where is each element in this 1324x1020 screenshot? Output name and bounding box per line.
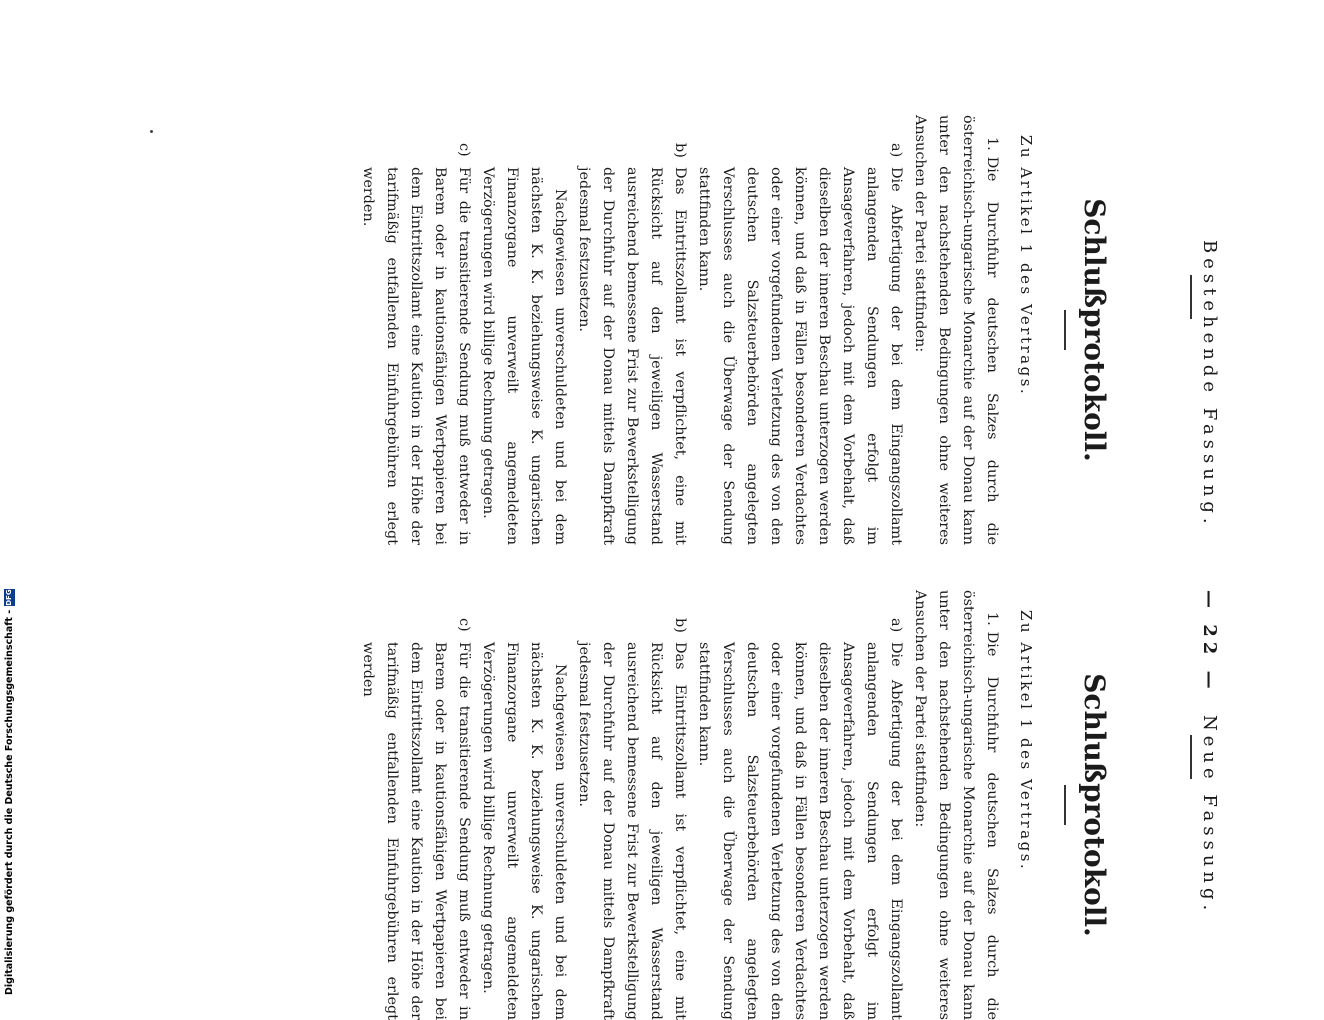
article-heading: Zu Artikel 1 des Vertrags. [1017,610,1035,872]
sub-item-letter: b) [672,618,688,633]
title-rule [1064,310,1066,350]
sub-item-text: Die Abfertigung der bei dem Eingangszollamt anlangenden Sendungen erfolgt im Ansageverfahren, jedoch mit dem Vorbehalt, daß dieselben der inneren Beschau unterzogen werden können, und daß in Fällen besonderen Verdachtes oder einer vorgefundenen Verletzung des von den deutschen Salzsteuerbehörden angelegten Verschlusses auch die Überwage der Sendung stattfinden kann. [696,642,904,1020]
item-text: Die Durchfuhr deutschen Salzes durch die österreichisch-ungarische Monarchie auf der Donau kann unter den nachstehenden Bedingungen ohne weiteres Ansuchen der Partei stattfinden: [912,115,1000,545]
right-label-rule [1190,735,1192,779]
column-existing-version [356,115,1112,545]
column-title: Schlußprotokoll. [1078,198,1111,462]
item-number: 1. [984,612,1000,626]
sub-item-text: Für die transitierende Sendung muß entweder in Barem oder in kautionsfähigen Wertpapieren bei dem Eintrittszollamt eine Kaution in der Höhe der tarifmäßig entfallenden Einfuhrgebühren erlegt werden [360,642,472,1020]
credit-text: Digitalisierung gefördert durch die Deutsche Forschungsgemeinschaft - [3,609,15,995]
rotated-page [140,115,1220,1020]
left-column-label: Bestehende Fassung. [1199,240,1220,529]
running-head [1160,115,1220,995]
dfg-logo-icon: DFG [4,589,13,606]
digitization-credit [2,589,16,995]
sub-item-letter: b) [672,143,688,158]
sub-item-b-paragraph: Nachgewiesen unverschuldeten und bei dem nächsten K. K. beziehungsweise K. ungarischen Finanzorgane unverweilt angemeldeten Verzögerungen wird billige Rechnung getragen. [480,642,568,1020]
sub-item-letter: a) [888,143,904,158]
sub-item-c [356,115,476,545]
sub-item-letter: a) [888,618,904,633]
column-new-version [356,590,1112,1020]
item-number: 1. [984,137,1000,151]
scan-speck [150,130,153,133]
sub-item-b-paragraph: Nachgewiesen unverschuldeten und bei dem nächsten K. K. beziehungsweise K. ungarischen Finanzorgane unverweilt angemeldeten Verzögerungen wird billige Rechnung getragen. [480,167,568,545]
sub-item-text: Für die transitierende Sendung muß entweder in Barem oder in kautionsfähigen Wertpapieren bei dem Eintrittszollamt eine Kaution in der Höhe der tarifmäßig entfallenden Einfuhrgebühren erlegt werden. [360,167,472,545]
item-text: Die Durchfuhr deutschen Salzes durch die österreichisch-ungarische Monarchie auf der Donau kann unter den nachstehenden Bedingungen ohne weiteres Ansuchen der Partei stattfinden: [912,590,1000,1020]
sub-item-b [572,115,692,545]
sub-item-letter: c) [456,143,472,157]
column-title: Schlußprotokoll. [1078,673,1111,937]
left-label-rule [1190,275,1192,319]
sub-item-text: Die Abfertigung der bei dem Eingangszollamt anlangenden Sendungen erfolgt im Ansageverfahren, jedoch mit dem Vorbehalt, daß dieselben der inneren Beschau unterzogen werden können, und daß in Fällen besonderen Verdachtes oder einer vorgefundenen Verletzung des von den deutschen Salzsteuerbehörden angelegten Verschlusses auch die Überwage der Sendung stattfinden kann. [696,167,904,545]
item-1 [908,590,1004,1020]
sub-item-a [692,590,908,1020]
article-heading: Zu Artikel 1 des Vertrags. [1017,135,1035,397]
page-number-value: 22 [1199,624,1220,660]
page-number: — 22 — [1199,590,1220,694]
sub-item-a [692,115,908,545]
right-column-label: Neue Fassung. [1199,715,1220,916]
title-rule [1064,785,1066,825]
sub-item-b [572,590,692,1020]
item-1 [908,115,1004,545]
sub-item-c [356,590,476,1020]
sub-item-text: Das Eintrittszollamt ist verpflichtet, eine mit Rücksicht auf den jeweiligen Wasserstand ausreichend bemessene Frist zur Bewerkstelligung der Durchfuhr auf der Donau mittels Dampfkraft jedesmal festzusetzen. [576,642,688,1020]
sub-item-text: Das Eintrittszollamt ist verpflichtet, eine mit Rücksicht auf den jeweiligen Wasserstand ausreichend bemessene Frist zur Bewerkstelligung der Durchfuhr auf der Donau mittels Dampfkraft jedesmal festzusetzen. [576,167,688,545]
sub-item-letter: c) [456,618,472,632]
